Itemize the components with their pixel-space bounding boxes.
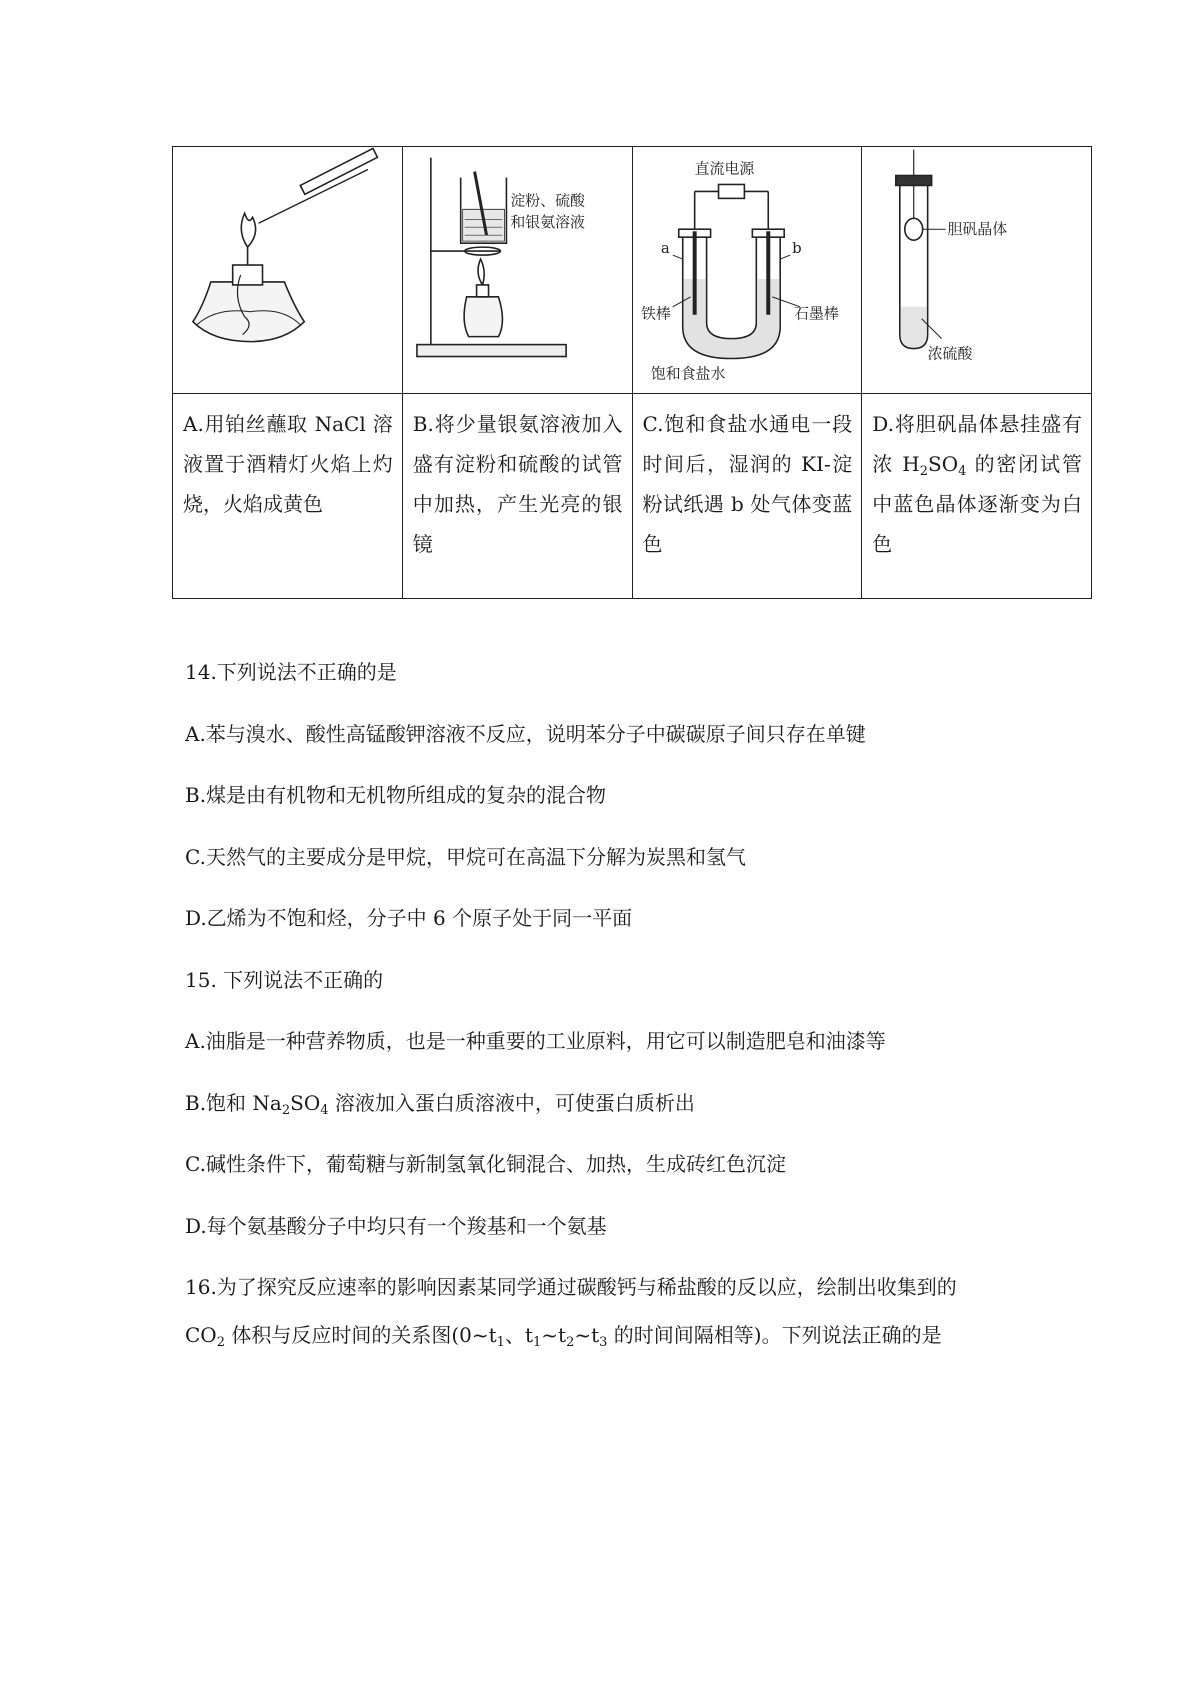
q16-text-c: 、t [504,1323,533,1347]
q16-sub-1: 2 [216,1335,225,1350]
q15-b-text-1: B.饱和 Na [185,1091,282,1115]
q14-option-c: C.天然气的主要成分是甲烷，甲烷可在高温下分解为炭黑和氢气 [185,845,746,869]
q16-sub-5: 3 [599,1335,608,1350]
option-d-sub-1: 2 [919,464,929,479]
option-d-sub-2: 4 [958,464,967,479]
figure-cell-b [402,147,632,394]
q15-stem: 15. 下列说法不正确的 [185,968,384,992]
q16-line-1: 16.为了探究反应速率的影响因素某同学通过碳酸钙与稀盐酸的反以应，绘制出收集到的 [185,1275,957,1299]
option-d-text-1: D.将胆矾晶体悬挂盛有浓 H [872,412,1082,476]
fig-c-right-rod-label: 石墨棒 [793,304,839,323]
q15-option-b [185,1083,1085,1123]
q16-text-d: ~t [541,1323,567,1347]
alcohol-lamp-flame-test-figure [173,147,402,393]
q15-option-a: A.油脂是一种营养物质，也是一种重要的工业原料，用它可以制造肥皂和油漆等 [185,1029,886,1053]
q14-option-d: D.乙烯为不饱和烃，分子中 6 个原子处于同一平面 [185,906,633,930]
q15-option-d: D.每个氨基酸分子中均只有一个羧基和一个氨基 [185,1214,607,1238]
figure-cell-d [862,147,1092,394]
q16-text-b: 体积与反应时间的关系图(0~t [224,1323,497,1347]
q16-sub-4: 2 [566,1335,575,1350]
fig-b-label-line1: 淀粉、硫酸 [510,191,585,210]
figure-cell-a [173,147,403,394]
water-bath-heating-figure [403,147,632,393]
q15-b-text-3: 溶液加入蛋白质溶液中，可使蛋白质析出 [328,1091,695,1115]
option-b-cell: B.将少量银氨溶液加入盛有淀粉和硫酸的试管中加热，产生光亮的银镜 [402,394,632,599]
q14-option-b: B.煤是由有机物和无机物所组成的复杂的混合物 [185,783,607,807]
q16-text-a: CO [185,1323,217,1347]
q15-b-sub-1: 2 [281,1103,291,1118]
experiment-options-table [172,146,1092,599]
q16-text-f: 的时间间隔相等)。下列说法正确的是 [607,1323,942,1347]
q15-option-c: C.碱性条件下，葡萄糖与新制氢氧化铜混合、加热，生成砖红色沉淀 [185,1152,786,1176]
q16-text-e: ~t [574,1323,600,1347]
option-c-cell: C.饱和食盐水通电一段时间后，湿润的 KI-淀粉试纸遇 b 处气体变蓝色 [632,394,862,599]
fig-b-label-line2: 和银氨溶液 [510,213,585,232]
option-d-cell [862,394,1092,599]
q14-option-a: A.苯与溴水、酸性高锰酸钾溶液不反应，说明苯分子中碳碳原子间只存在单键 [185,722,866,746]
q15-b-sub-2: 4 [320,1103,329,1118]
q16-sub-2: 1 [496,1335,505,1350]
option-d-text-2: SO [928,452,959,476]
figure-cell-c [632,147,862,394]
option-d-text-3: 的密闭试管中蓝色晶体逐渐变为白色 [872,452,1082,556]
electrolysis-u-tube-figure [633,147,862,393]
option-a-cell: A.用铂丝蘸取 NaCl 溶液置于酒精灯火焰上灼烧，火焰成黄色 [173,394,403,599]
fig-d-crystal-label: 胆矾晶体 [947,220,1008,239]
fig-c-label-a: a [660,239,670,258]
q16-line-2 [185,1315,1085,1355]
q16-sub-3: 1 [533,1335,542,1350]
fig-c-label-b: b [791,239,802,258]
fig-d-acid-label: 浓硫酸 [927,344,973,363]
fig-c-solution-label: 饱和食盐水 [650,364,725,383]
q15-b-text-2: SO [290,1091,321,1115]
sealed-test-tube-figure [862,147,1091,393]
fig-c-power-label: 直流电源 [694,159,754,178]
fig-c-left-rod-label: 铁棒 [640,304,671,323]
q14-stem: 14.下列说法不正确的是 [185,660,397,684]
